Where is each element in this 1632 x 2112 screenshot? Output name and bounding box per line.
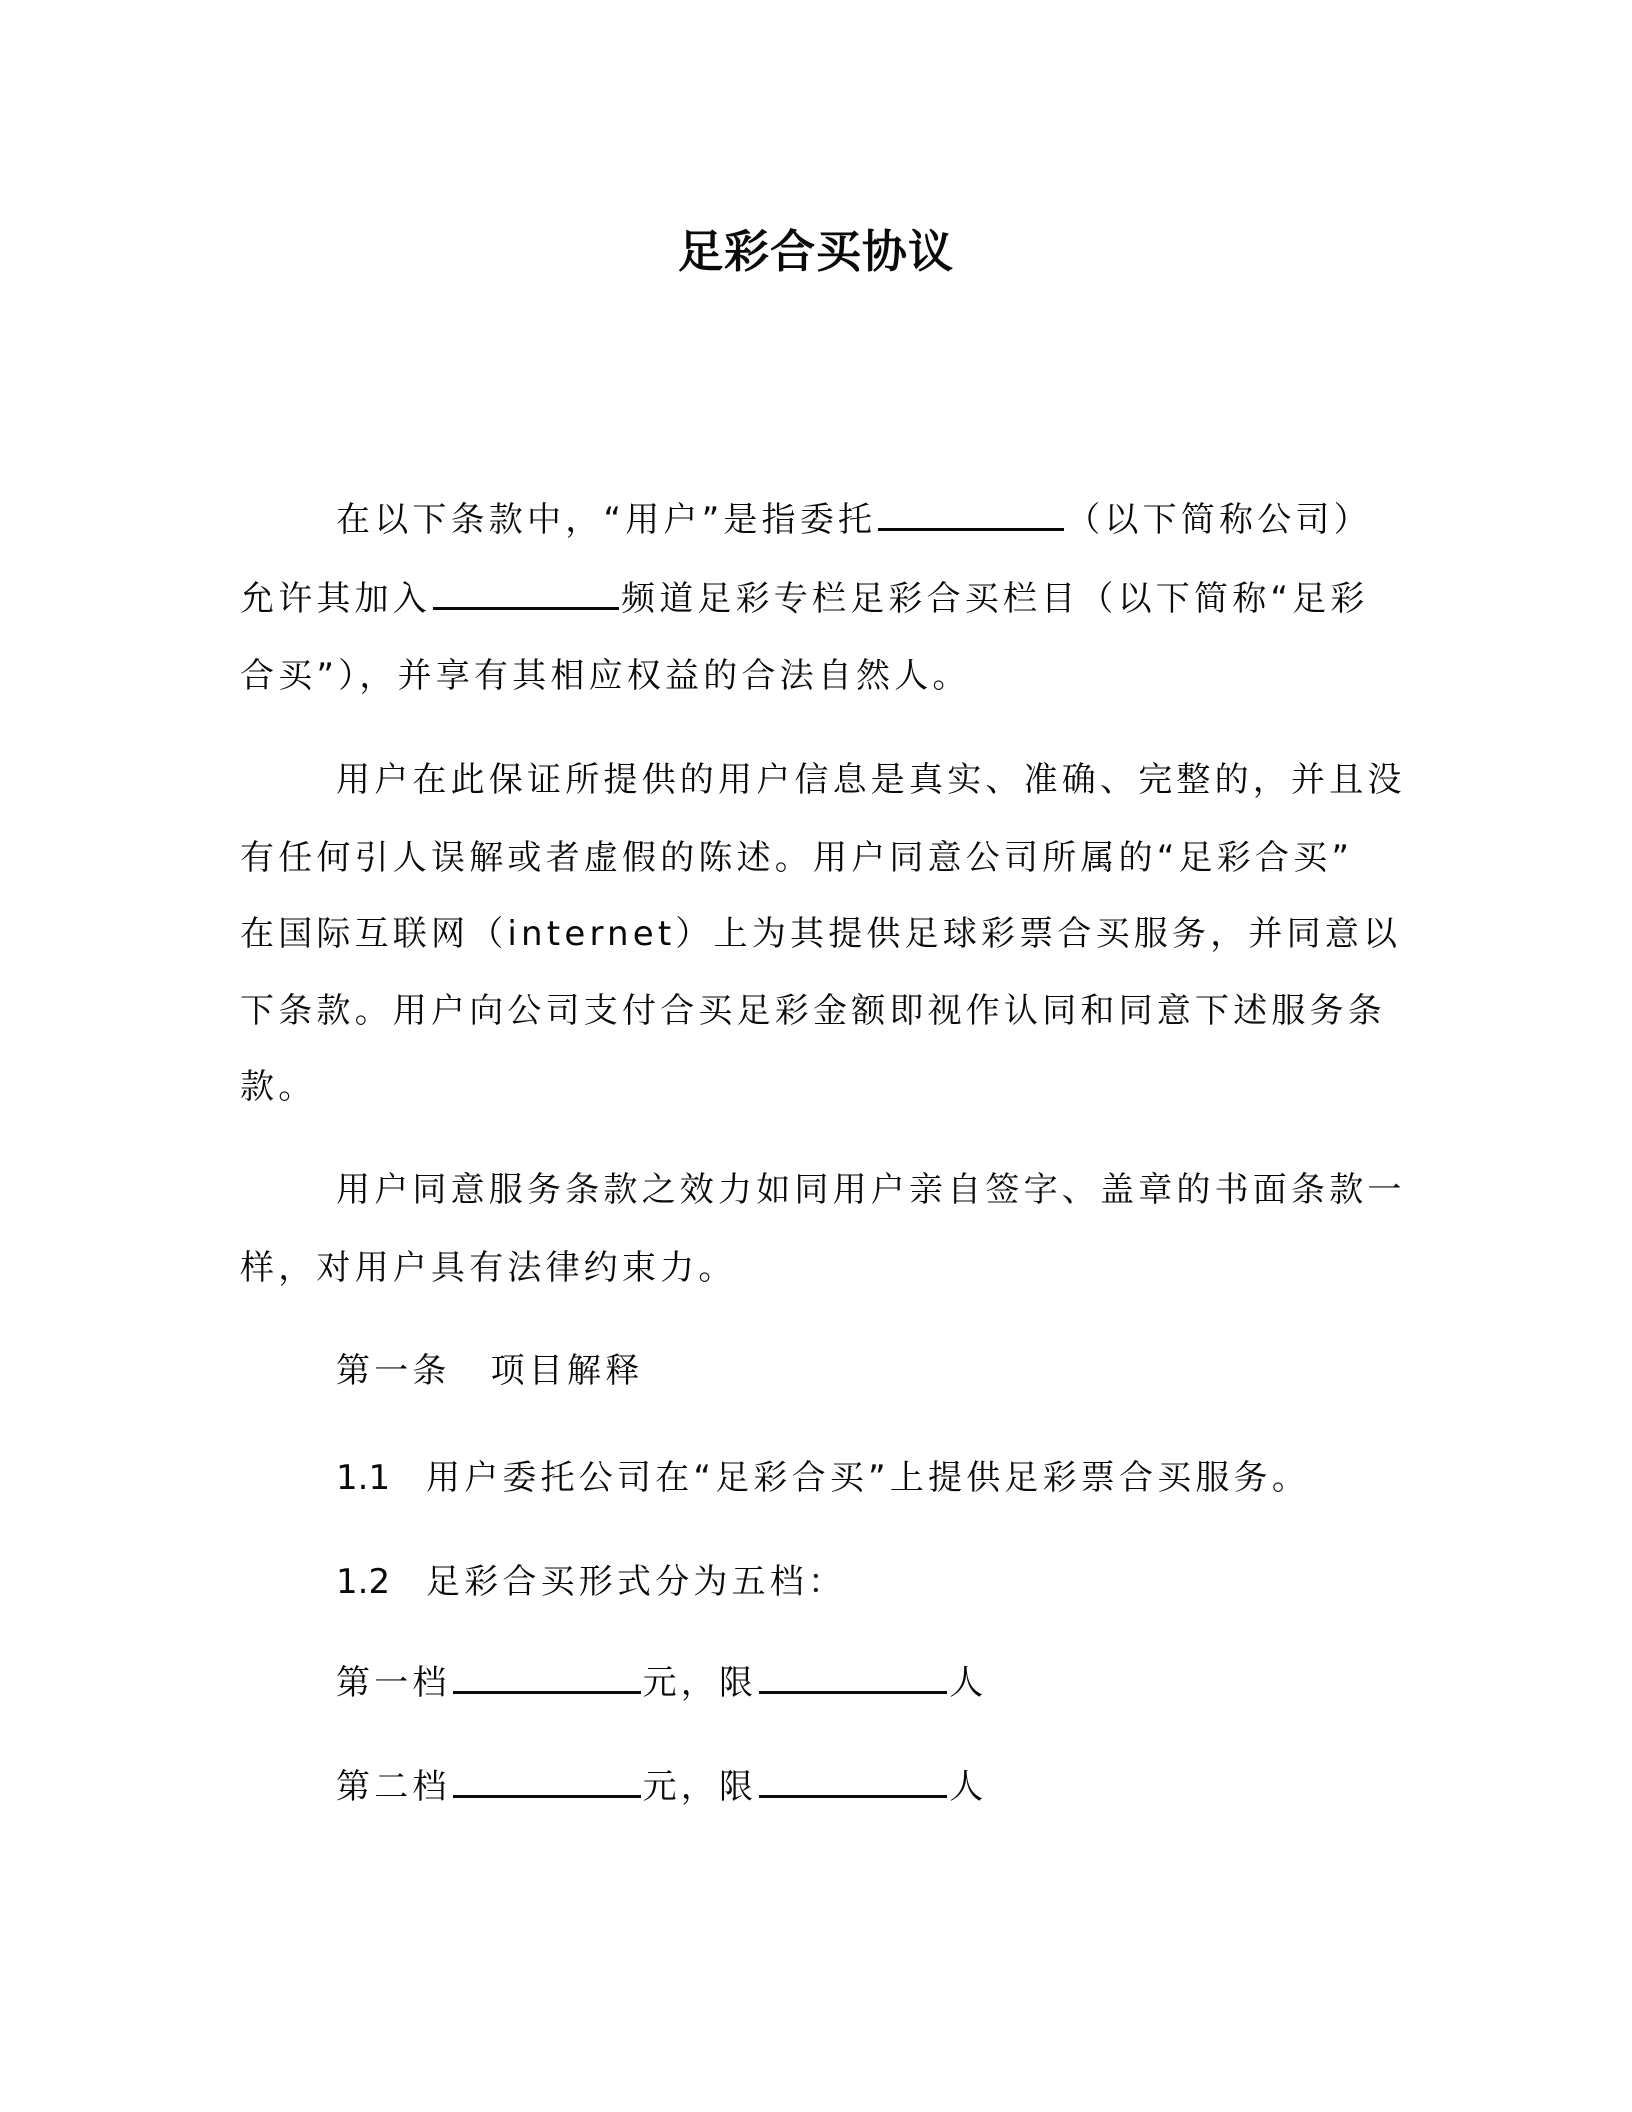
para1-text-a: 在以下条款中，“用户”是指委托 [336,500,877,540]
para1-text-b: （以下简称公司） [1066,500,1372,540]
item-number: 1.1 [336,1458,391,1498]
tier-unit: 元，限 [642,1663,758,1703]
document-title: 足彩合买协议 [677,225,954,278]
para1-text-c: 允许其加入 [240,579,431,619]
para1-line3: 合买”），并享有其相应权益的合法自然人。 [240,656,971,696]
para2-line1: 用户在此保证所提供的用户信息是真实、准确、完整的，并且没 [336,760,1406,800]
para1-line2 [240,574,1369,624]
item-number: 1.2 [336,1562,391,1602]
item-1-2 [336,1557,846,1607]
item-1-1 [336,1453,1310,1503]
tier-suffix: 人 [949,1663,988,1703]
tier-amount-blank[interactable] [453,1661,641,1694]
tier-2 [336,1762,987,1812]
tier-limit-blank[interactable] [759,1661,947,1694]
article1-title: 项目解释 [490,1351,644,1391]
tier-amount-blank[interactable] [453,1765,641,1798]
tier-limit-blank[interactable] [759,1765,947,1798]
para1-line1 [336,495,1372,545]
article1-heading [336,1346,643,1396]
para2-line5: 款。 [240,1067,317,1107]
para2-line4: 下条款。用户向公司支付合买足彩金额即视作认同和同意下述服务条 [240,991,1386,1031]
para2-line2: 有任何引人误解或者虚假的陈述。用户同意公司所属的“足彩合买” [240,838,1354,878]
article1-number: 第一条 [336,1351,451,1391]
tier-1 [336,1658,987,1708]
company-name-blank[interactable] [878,498,1064,531]
tier-suffix: 人 [949,1767,988,1807]
channel-name-blank[interactable] [433,577,619,610]
tier-unit: 元，限 [642,1767,758,1807]
para2-line3: 在国际互联网（internet）上为其提供足球彩票合买服务，并同意以 [240,914,1402,954]
para1-text-d: 频道足彩专栏足彩合买栏目（以下简称“足彩 [621,579,1369,619]
tier-label: 第二档 [336,1767,451,1807]
item-text: 足彩合买形式分为五档： [426,1562,847,1602]
item-text: 用户委托公司在“足彩合买”上提供足彩票合买服务。 [426,1458,1311,1498]
tier-label: 第一档 [336,1663,451,1703]
para3-line2: 样，对用户具有法律约束力。 [240,1248,737,1288]
para3-line1: 用户同意服务条款之效力如同用户亲自签字、盖章的书面条款一 [336,1170,1406,1210]
